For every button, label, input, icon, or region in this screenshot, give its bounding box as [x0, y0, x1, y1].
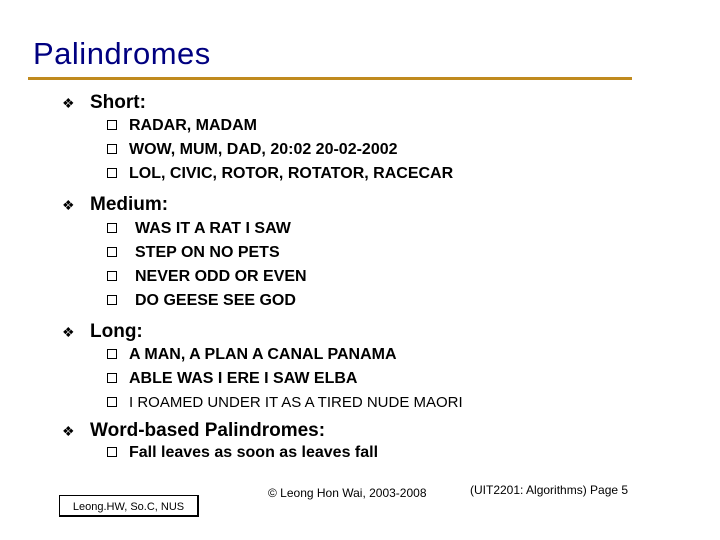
section-heading: Long:: [90, 321, 143, 342]
list-item: I ROAMED UNDER IT AS A TIRED NUDE MAORI: [107, 394, 463, 411]
square-bullet-icon: [107, 168, 117, 178]
section-medium: [62, 194, 168, 216]
square-bullet-icon: [107, 397, 117, 407]
section-heading: Medium:: [90, 194, 169, 215]
list-item: NEVER ODD OR EVEN: [107, 268, 307, 286]
section-long: [62, 321, 143, 343]
diamond-bullet-icon: ❖: [62, 197, 75, 213]
section-word-based: [62, 420, 325, 442]
diamond-bullet-icon: ❖: [62, 95, 75, 111]
square-bullet-icon: [107, 349, 117, 359]
list-item: ABLE WAS I ERE I SAW ELBA: [107, 370, 357, 388]
square-bullet-icon: [107, 247, 117, 257]
square-bullet-icon: [107, 223, 117, 233]
list-item: STEP ON NO PETS: [107, 244, 280, 262]
square-bullet-icon: [107, 447, 117, 457]
diamond-bullet-icon: ❖: [62, 423, 75, 439]
list-item: DO GEESE SEE GOD: [107, 292, 296, 310]
list-item: RADAR, MADAM: [107, 117, 257, 135]
section-heading: Word-based Palindromes:: [90, 420, 326, 441]
list-item: WAS IT A RAT I SAW: [107, 220, 291, 238]
square-bullet-icon: [107, 144, 117, 154]
square-bullet-icon: [107, 295, 117, 305]
list-item: LOL, CIVIC, ROTOR, ROTATOR, RACECAR: [107, 165, 453, 183]
slide-title: Palindromes: [33, 36, 211, 71]
square-bullet-icon: [107, 271, 117, 281]
title-underline: [28, 77, 632, 80]
section-short: [62, 92, 146, 114]
diamond-bullet-icon: ❖: [62, 324, 75, 340]
section-heading: Short:: [90, 92, 146, 113]
footer-author: Leong.HW, So.C, NUS: [59, 495, 199, 517]
list-item: Fall leaves as soon as leaves fall: [107, 444, 378, 462]
square-bullet-icon: [107, 373, 117, 383]
list-item: WOW, MUM, DAD, 20:02 20-02-2002: [107, 141, 398, 159]
footer-copyright: © Leong Hon Wai, 2003-2008: [268, 486, 427, 500]
square-bullet-icon: [107, 120, 117, 130]
footer-page-number: (UIT2201: Algorithms) Page 5: [470, 483, 629, 497]
list-item: A MAN, A PLAN A CANAL PANAMA: [107, 346, 397, 364]
